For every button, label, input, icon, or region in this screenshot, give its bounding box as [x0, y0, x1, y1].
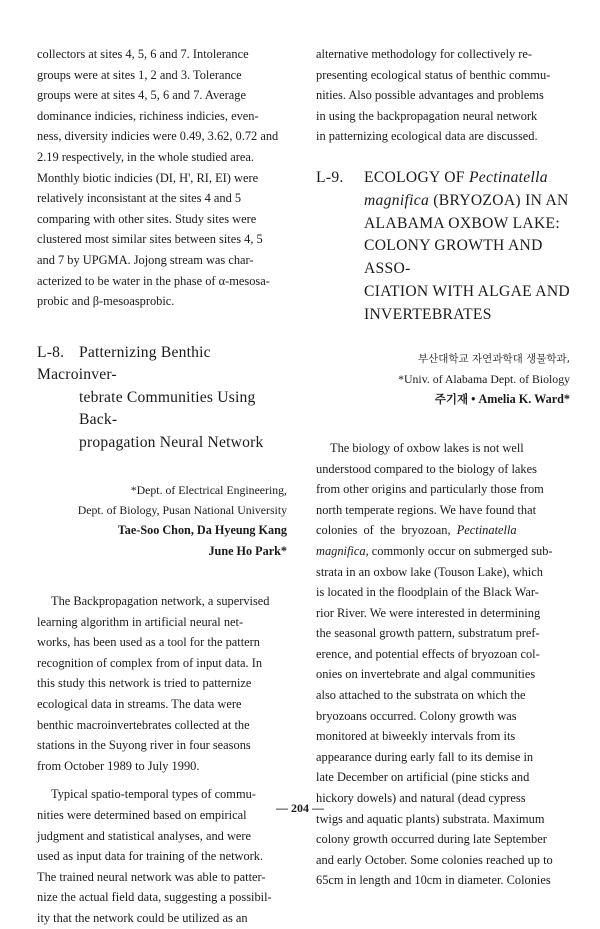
section-title-line: COLONY GROWTH AND ASSO-: [364, 237, 543, 278]
text-line: 65cm in length and 10cm in diameter. Colonies: [316, 873, 551, 888]
text-line: groups were at sites 1, 2 and 3. Tolerance: [37, 67, 242, 82]
text-line: and 7 by UPGMA. Jojong stream was char-: [37, 252, 254, 267]
text-fragment: colonies of the bryozoan,: [316, 523, 457, 538]
section-title-line: CIATION WITH ALGAE AND: [364, 282, 570, 300]
text-line: bryozoans occurred. Colony growth was: [316, 708, 517, 723]
affiliation-line: Dept. of Biology, Pusan National University: [77, 503, 287, 518]
text-line: rior River. We were interested in determining: [316, 605, 541, 620]
text-line: the seasonal growth pattern, substratum pref-: [316, 626, 540, 641]
text-line: clustered most similar sites between sites 4, 5: [37, 232, 263, 247]
text-line: ity that the network could be utilized as an: [37, 910, 248, 925]
text-line: Monthly biotic indicies (DI, H', RI, EI) were: [37, 170, 259, 185]
author-rest: • Amelia K. Ward*: [468, 391, 570, 406]
affiliation: [37, 480, 287, 520]
text-line: strata in an oxbow lake (Touson Lake), which: [316, 564, 543, 579]
author-line: June Ho Park*: [208, 543, 287, 558]
text-line: also attached to the substrata on which the: [316, 688, 526, 703]
section-heading-l9: [316, 167, 570, 327]
text-line: magnifica, commonly occur on submerged sub-: [316, 543, 553, 558]
text-line: north temperate regions. We have found that: [316, 502, 537, 517]
species-name-italic: Pectinatella: [456, 523, 517, 538]
affiliation-line: *Univ. of Alabama Dept. of Biology: [398, 371, 570, 386]
text-line: understood compared to the biology of lakes: [316, 461, 537, 476]
text-line: works, has been used as a tool for the pattern: [37, 635, 260, 650]
text-line: in using the backpropagation neural network: [316, 108, 538, 123]
authors: [316, 389, 570, 409]
text-line: groups were at sites 4, 5, 6 and 7. Average: [37, 88, 246, 103]
text-line: judgment and statistical analyses, and were: [37, 828, 252, 843]
authors: [37, 520, 287, 561]
text-line: from other origins and particularly those from: [316, 482, 544, 497]
text-line: twigs and aquatic plants) substrata. Maximum: [316, 811, 545, 826]
text-line: The Backpropagation network, a supervised: [51, 594, 270, 609]
text-line: in patternizing ecological data are discussed.: [316, 129, 538, 144]
continuation-paragraph: [316, 44, 570, 147]
text-line: acterized to be water in the phase of α-mesosa-: [37, 273, 270, 288]
section-number: L-8.: [37, 343, 65, 361]
text-line: is located in the floodplain of the Black War-: [316, 585, 539, 600]
text-line: The trained neural network was able to patter-: [37, 869, 266, 884]
author-korean: 주기재: [434, 391, 469, 406]
text-line: [316, 520, 570, 541]
section-title-line: tebrate Communities Using Back-: [79, 388, 256, 429]
text-line: this study this network is tried to patternize: [37, 676, 252, 691]
text-line: colony growth occurred during late September: [316, 832, 547, 847]
left-column: [37, 44, 287, 929]
text-line: nities. Also possible advantages and problems: [316, 88, 544, 103]
text-line: monitored at biweekly intervals from its: [316, 729, 516, 744]
text-line: recognition of complex from of input data. In: [37, 655, 263, 670]
section-title-line: INVERTEBRATES: [364, 305, 492, 323]
text-line: alternative methodology for collectively re-: [316, 47, 533, 61]
text-line: nize the actual field data, suggesting a possibil-: [37, 890, 272, 905]
text-line: hickory dowels) and natural (dead cypress: [316, 791, 526, 806]
text-line: Typical spatio-temporal types of commu-: [51, 787, 256, 802]
abstract-paragraph: [37, 591, 287, 776]
text-line: The biology of oxbow lakes is not well: [330, 440, 524, 455]
text-line: presenting ecological status of benthic commu-: [316, 67, 551, 82]
section-title-line: ALABAMA OXBOW LAKE:: [364, 214, 560, 232]
section-title-italic: magnifica: [364, 191, 430, 209]
section-heading-l8: [37, 342, 287, 455]
text-line: stations in the Suyong river in four seasons: [37, 738, 251, 753]
section-title-line: Patternizing Benthic Macroinver-: [37, 343, 211, 384]
author-line: Tae-Soo Chon, Da Hyeung Kang: [117, 523, 287, 538]
text-line: ecological data in streams. The data were: [37, 697, 242, 711]
page-number: — 204 —: [276, 801, 324, 815]
text-line: from October 1989 to July 1990.: [37, 758, 200, 773]
text-line: erence, and potential effects of bryozoan col-: [316, 646, 540, 661]
text-line: comparing with other sites. Study sites were: [37, 211, 257, 226]
affiliation: [316, 349, 570, 389]
text-line: appearance during early fall to its demise in: [316, 749, 534, 764]
text-line: late December on artificial (pine sticks and: [316, 770, 530, 785]
affiliation-line: 부산대학교 자연과학대 생물학과,: [417, 352, 570, 365]
text-line: benthic macroinvertebrates collected at the: [37, 717, 250, 732]
right-column: [316, 44, 570, 891]
text-line: probic and β-mesoasprobic.: [37, 294, 175, 309]
text-line: relatively inconsistant at the sites 4 and 5: [37, 191, 242, 206]
text-line: onies on invertebrate and algal communities: [316, 667, 536, 682]
abstract-paragraph: [316, 438, 570, 891]
section-title-part: (BRYOZOA) IN AN: [429, 191, 569, 209]
continuation-paragraph: [37, 44, 287, 312]
text-line: collectors at sites 4, 5, 6 and 7. Intolerance: [37, 47, 249, 61]
text-line: nities were determined based on empirical: [37, 807, 247, 822]
text-line: learning algorithm in artificial neural net-: [37, 614, 244, 629]
section-number: L-9.: [316, 168, 344, 186]
section-title-part: ECOLOGY OF: [364, 168, 469, 186]
text-line: and early October. Some colonies reached up to: [316, 852, 553, 867]
section-title-line: propagation Neural Network: [79, 433, 264, 451]
text-line: dominance indicies, richiness indicies, even-: [37, 108, 259, 123]
species-name-italic: magnifica: [316, 543, 366, 558]
text-line: 2.19 respectively, in the whole studied area.: [37, 149, 254, 164]
section-title-italic: Pectinatella: [468, 168, 548, 186]
affiliation-line: *Dept. of Electrical Engineering,: [130, 483, 287, 498]
text-line: used as input data for training of the network.: [37, 849, 264, 864]
text-line: ness, diversity indicies were 0.49, 3.62, 0.72 and: [37, 129, 279, 144]
